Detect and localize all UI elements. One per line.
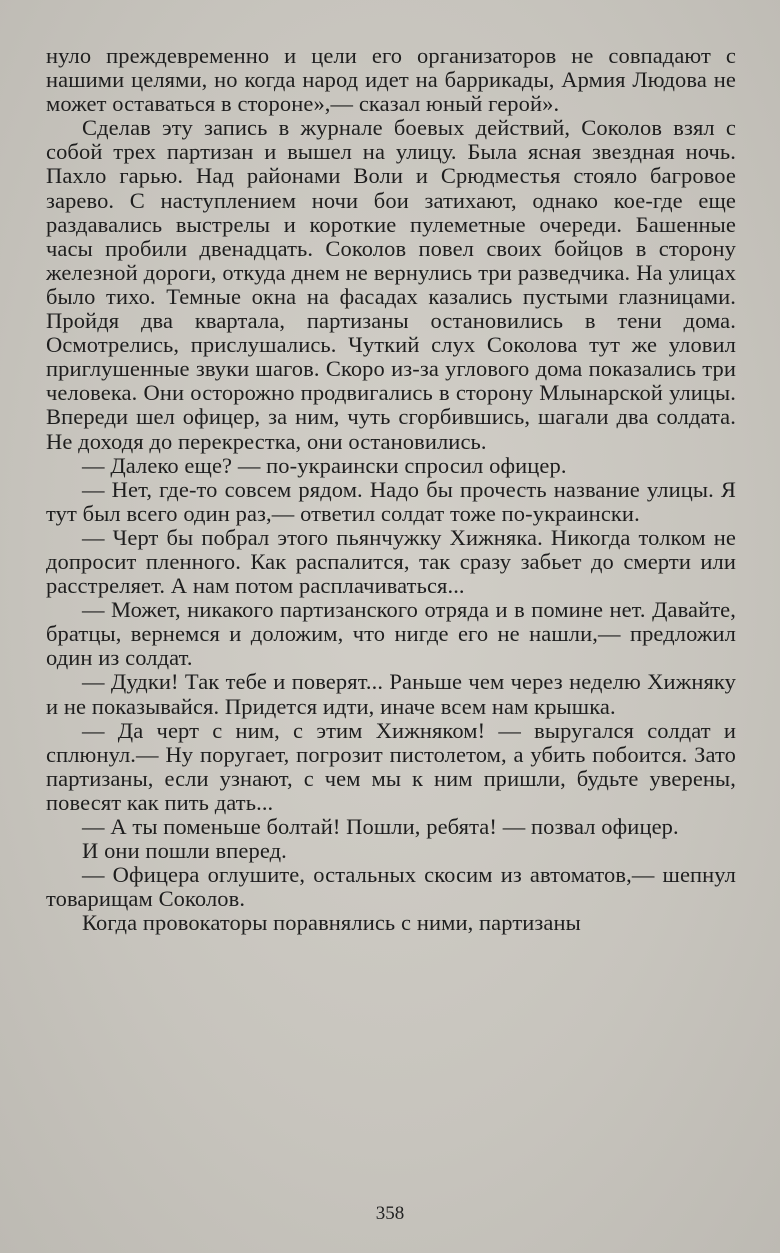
paragraph-dialogue: — А ты поменьше болтай! Пошли, ребята! — позвал офицер.	[82, 814, 679, 839]
paragraph-dialogue: — Может, никакого партизанского отряда и в помине нет. Давайте, братцы, вернемся и доложим, что нигде его не нашли,— предложил один из солдат.	[46, 597, 736, 671]
page-number: 358	[375, 1203, 405, 1224]
paragraph-dialogue: — Черт бы побрал этого пьянчужку Хижняка. Никогда толком не допросит пленного. Как распалится, так сразу забьет до смерти или расстреляет. А нам потом расплачиваться...	[46, 524, 736, 599]
paragraph-dialogue: — Офицера оглушите, остальных скосим из автоматов,— шепнул товарищам Соколов.	[46, 862, 736, 912]
paragraph-dialogue: — Нет, где-то совсем рядом. Надо бы прочесть название улицы. Я тут был всего один раз,— ответил солдат тоже по-украински.	[46, 476, 736, 526]
paragraph-narrative: И они пошли вперед.	[82, 838, 287, 864]
page-body-text	[46, 44, 736, 935]
paragraph-continuation: нуло преждевременно и цели его организаторов не совпадают с нашими целями, но когда народ идет на баррикады, Армия Людова не может оставаться в стороне»,— сказал юный герой».	[46, 43, 736, 117]
paragraph-dialogue: — Да черт с ним, с этим Хижняком! — выругался солдат и сплюнул.— Ну поругает, погрозит пистолетом, а убить побоится. Зато партизаны, если узнают, с чем мы к ним пришли, будьте уверены, повесят как пить дать...	[46, 717, 736, 815]
paragraph-narrative: Когда провокаторы поравнялись с ними, партизаны	[82, 910, 581, 936]
paragraph-dialogue: — Дудки! Так тебе и поверят... Раньше чем через неделю Хижняку и не показывайся. Придется идти, иначе всем нам крышка.	[46, 669, 736, 719]
paragraph-dialogue: — Далеко еще? — по-украински спросил офицер.	[82, 452, 567, 478]
paragraph-narrative: Сделав эту запись в журнале боевых действий, Соколов взял с собой трех партизан и вышел на улицу. Была ясная звездная ночь. Пахло гарью. Над районами Воли и Срюдместья стояло багровое зарево. С наступлением ночи бои затихают, однако кое-где еще раздавались выстрелы и короткие пулеметные очереди. Башенные часы пробили двенадцать. Соколов повел своих бойцов в сторону железной дороги, откуда днем не вернулись три разведчика. На улицах было тихо. Темные окна на фасадах казались пустыми глазницами. Пройдя два квартала, партизаны остановились в тени дома. Осмотрелись, прислушались. Чуткий слух Соколова тут же уловил приглушенные звуки шагов. Скоро из-за углового дома показались три человека. Они осторожно продвигались в сторону Млынарской улицы. Впереди шел офицер, за ним, чуть сгорбившись, шагали два солдата. Не доходя до перекрестка, они остановились.	[46, 115, 736, 454]
